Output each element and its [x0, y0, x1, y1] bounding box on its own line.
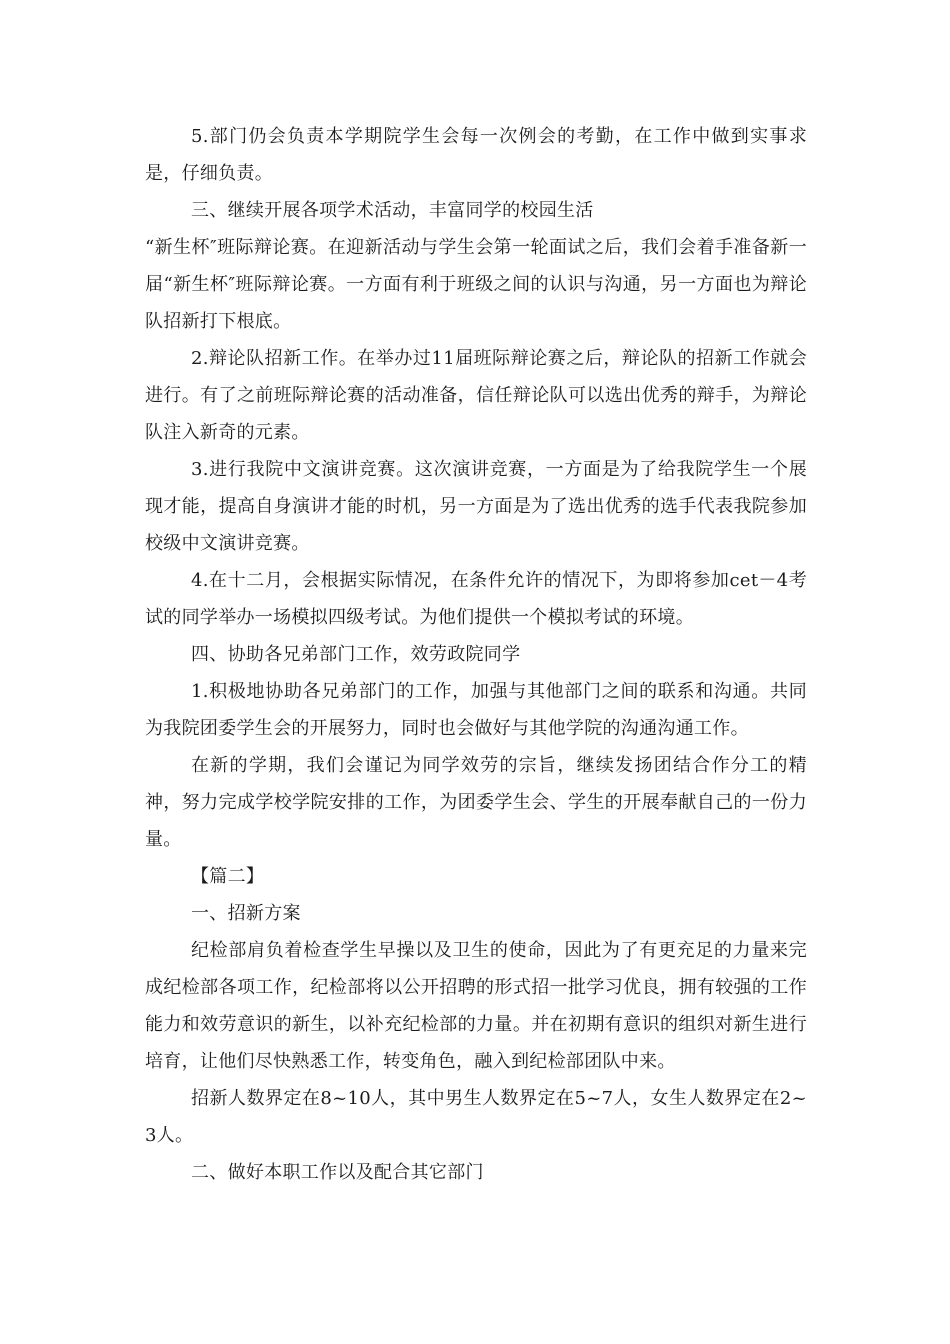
section-heading-assist-departments: 四、协助各兄弟部门工作，效劳政院同学: [191, 644, 521, 665]
paragraph-speech-contest: 3.进行我院中文演讲竞赛。这次演讲竞赛，一方面是为了给我院学生一个展现才能，提高自身演讲才能的时机，另一方面是为了选出优秀的选手代表我院参加校级中文演讲竞赛。: [145, 459, 807, 554]
part-two-title: 【篇二】: [191, 866, 265, 887]
paragraph-recruitment-numbers: 招新人数界定在8~10人，其中男生人数界定在5~7人，女生人数界定在2~3人。: [145, 1088, 807, 1146]
document-body: [145, 118, 807, 1191]
paragraph-debate-recruitment: 2.辩论队招新工作。在举办过11届班际辩论赛之后，辩论队的招新工作就会进行。有了之前班际辩论赛的活动准备，信任辩论队可以选出优秀的辩手，为辩论队注入新奇的元素。: [145, 348, 807, 443]
section-heading-recruitment-plan: 一、招新方案: [191, 903, 301, 924]
section-heading-academic-activities: 三、继续开展各项学术活动，丰富同学的校园生活: [191, 200, 594, 221]
paragraph-attendance: 5.部门仍会负责本学期院学生会每一次例会的考勤，在工作中做到实事求是，仔细负责。: [145, 126, 807, 184]
paragraph-conclusion: 在新的学期，我们会谨记为同学效劳的宗旨，继续发扬团结合作分工的精神，努力完成学校学院安排的工作，为团委学生会、学生的开展奉献自己的一份力量。: [145, 755, 807, 850]
paragraph-cooperation: 1.积极地协助各兄弟部门的工作，加强与其他部门之间的联系和沟通。共同为我院团委学生会的开展努力，同时也会做好与其他学院的沟通沟通工作。: [145, 681, 807, 739]
paragraph-discipline-department: 纪检部肩负着检查学生早操以及卫生的使命，因此为了有更充足的力量来完成纪检部各项工作，纪检部将以公开招聘的形式招一批学习优良，拥有较强的工作能力和效劳意识的新生，以补充纪检部的力量。并在初期有意识的组织对新生进行培育，让他们尽快熟悉工作，转变角色，融入到纪检部团队中来。: [145, 940, 807, 1072]
section-heading-duties: 二、做好本职工作以及配合其它部门: [191, 1162, 484, 1183]
paragraph-debate-contest: “新生杯″班际辩论赛。在迎新活动与学生会第一轮面试之后，我们会着手准备新一届“新生杯″班际辩论赛。一方面有利于班级之间的认识与沟通，另一方面也为辩论队招新打下根底。: [145, 237, 807, 332]
paragraph-mock-exam: 4.在十二月，会根据实际情况，在条件允许的情况下，为即将参加cet－4考试的同学举办一场模拟四级考试。为他们提供一个模拟考试的环境。: [145, 570, 807, 628]
